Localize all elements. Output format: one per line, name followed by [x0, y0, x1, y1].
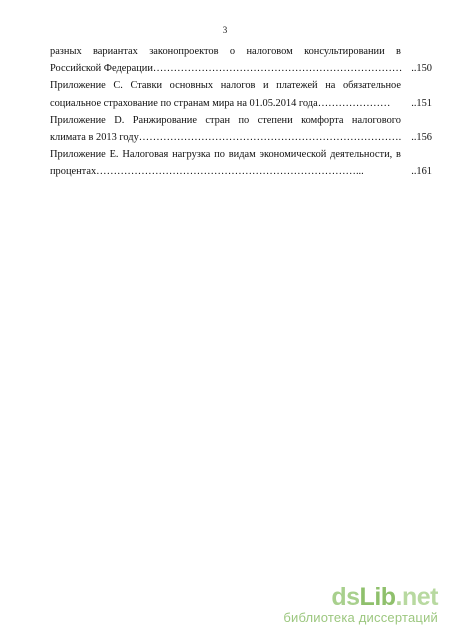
table-of-contents [50, 43, 432, 181]
toc-word: налогового [351, 114, 401, 126]
toc-word: о [229, 46, 236, 57]
toc-entry-line2 [50, 129, 432, 146]
toc-leader-dots: …………………………………………………………………... [96, 166, 364, 178]
toc-page-number: ..150 [409, 60, 432, 77]
toc-word: Ранжирование [132, 114, 197, 126]
toc-word: Приложение [50, 114, 106, 126]
page-number: 3 [222, 25, 228, 35]
toc-word: по [238, 114, 250, 126]
toc-word: в [396, 149, 401, 161]
toc-word: налогов [220, 80, 256, 92]
toc-word: Ставки [130, 80, 163, 92]
toc-word: D. [114, 114, 125, 126]
toc-entry [50, 43, 432, 77]
toc-entry [50, 77, 432, 111]
watermark-logo [283, 584, 438, 610]
toc-word: деятельности, [330, 149, 393, 161]
toc-word: основных [169, 80, 214, 92]
toc-entry-line2 [50, 60, 432, 77]
toc-entry-line2 [50, 163, 432, 180]
toc-word: платежей [276, 80, 318, 92]
toc-leader-dots: …………………………………………………………………. [138, 131, 402, 143]
toc-word: законопроектов [149, 46, 219, 57]
toc-word: в [396, 46, 401, 57]
toc-word: экономической [259, 149, 327, 161]
toc-word: степени [257, 114, 293, 126]
toc-word: E. [109, 149, 119, 161]
toc-word: консультировании [304, 46, 385, 57]
toc-word: по [214, 149, 225, 161]
toc-word: С. [113, 80, 123, 92]
toc-entry-title-end: Российской Федерации [50, 63, 153, 75]
toc-entry-line1 [50, 43, 432, 60]
toc-entry [50, 112, 432, 146]
toc-leader-dots: ………………… [317, 97, 391, 109]
watermark-logo-ds: ds [331, 583, 360, 611]
watermark-subtitle: библиотека диссертаций [283, 610, 438, 625]
toc-entry-title-end: климата в 2013 году [50, 131, 139, 143]
toc-word: обязательное [342, 80, 401, 92]
toc-word: вариантах [93, 46, 138, 57]
toc-word: комфорта [301, 114, 344, 126]
toc-word: разных [50, 46, 82, 57]
toc-page-number: ..156 [409, 129, 432, 146]
toc-entry-line2 [50, 95, 432, 112]
toc-word: видам [228, 149, 256, 161]
toc-entry-title-end: процентах [50, 166, 97, 178]
toc-word: и [263, 80, 269, 92]
watermark [283, 584, 438, 626]
toc-word: Налоговая [122, 149, 169, 161]
toc-page-number: ..161 [409, 163, 432, 180]
toc-entry-line1 [50, 112, 432, 129]
toc-word: Приложение [50, 149, 106, 161]
toc-entry-title-end: социальное страхование по странам мира на 01.05.2014 года [50, 97, 318, 109]
watermark-logo-net: .net [395, 583, 438, 611]
toc-page-number: ..151 [409, 95, 432, 112]
toc-entry-line1 [50, 146, 432, 163]
toc-word: стран [205, 114, 231, 126]
toc-word: нагрузка [172, 149, 211, 161]
toc-word: налоговом [246, 46, 293, 57]
watermark-logo-lib: Lib [359, 583, 396, 611]
toc-entry [50, 146, 432, 180]
toc-word: Приложение [50, 80, 106, 92]
toc-word: на [325, 80, 336, 92]
toc-entry-line1 [50, 77, 432, 94]
toc-leader-dots: ……………………………………………………………… [152, 63, 403, 75]
